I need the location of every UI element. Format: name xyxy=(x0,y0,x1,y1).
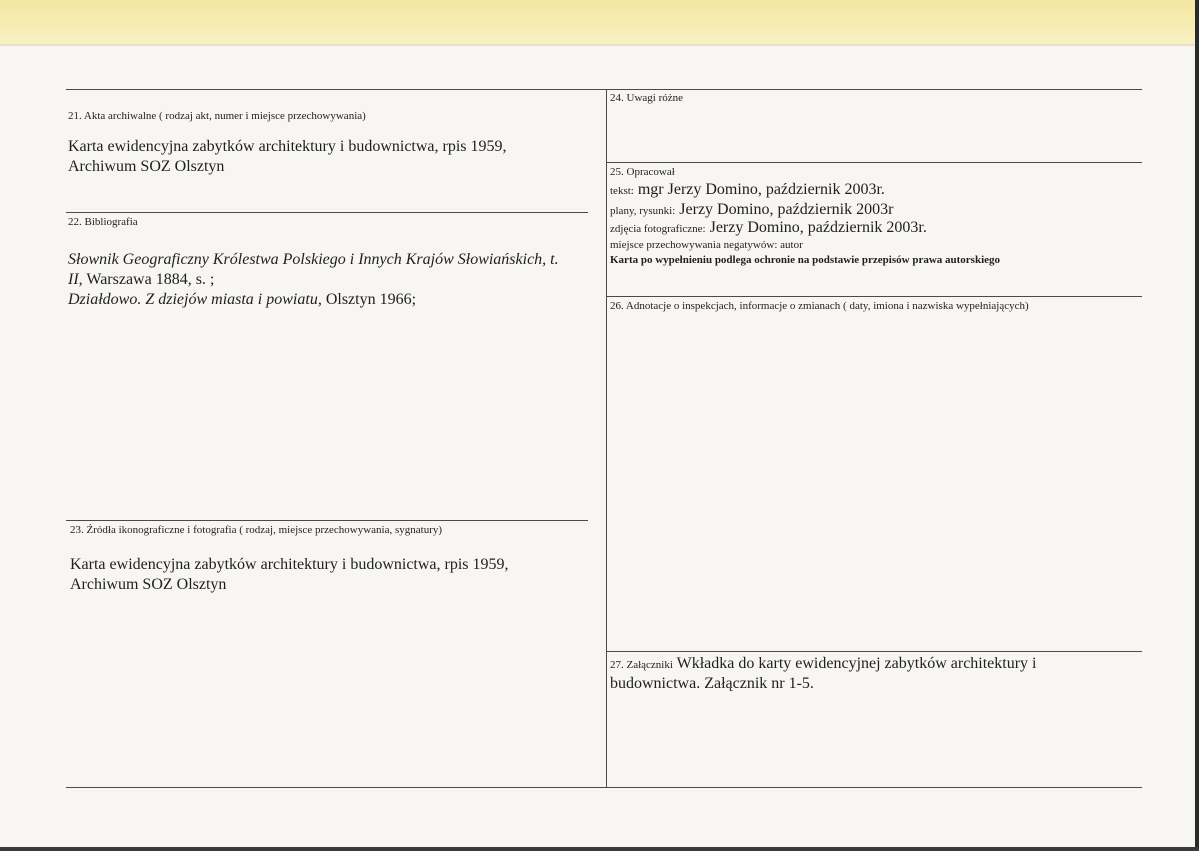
author-photos-row xyxy=(610,218,927,239)
section26-label: 26. Adnotacje o inspekcjach, informacje o zmianach ( daty, imiona i nazwiska wypełniających) xyxy=(610,300,1029,312)
section26-top-rule xyxy=(606,296,1142,297)
author-text-value: mgr Jerzy Domino, październik 2003r. xyxy=(633,181,885,198)
scan-right-edge xyxy=(1195,0,1199,851)
section22-top-rule xyxy=(66,212,588,213)
column-divider xyxy=(606,89,607,787)
section23-line2: Archiwum SOZ Olsztyn xyxy=(70,576,227,593)
section25-label: 25. Opracował xyxy=(610,166,675,178)
section21-label: 21. Akta archiwalne ( rodzaj akt, numer i miejsce przechowywania) xyxy=(68,110,366,122)
section25-top-rule xyxy=(606,162,1142,163)
author-plans-label: plany, rysunki: xyxy=(610,205,676,217)
section27-label: 27. Załączniki xyxy=(610,659,673,671)
section23-label: 23. Źródła ikonograficzne i fotografia ( rodzaj, miejsce przechowywania, sygnatury) xyxy=(70,524,443,536)
negatives-location: miejsce przechowywania negatywów: autor xyxy=(610,239,803,251)
author-plans-value: Jerzy Domino, październik 2003r xyxy=(675,201,894,218)
section24-label: 24. Uwagi różne xyxy=(610,92,684,104)
author-text-row xyxy=(610,180,885,201)
bibliography-entry1-volume: II, xyxy=(68,271,83,288)
author-photos-value: Jerzy Domino, październik 2003r. xyxy=(705,219,927,236)
bibliography-entry2 xyxy=(68,290,416,310)
scan-bottom-edge xyxy=(0,847,1199,851)
form-top-rule xyxy=(66,89,1142,90)
section27-row xyxy=(610,654,1037,675)
copyright-note: Karta po wypełnieniu podlega ochronie na podstawie przepisów prawa autorskiego xyxy=(610,254,1001,266)
author-photos-label: zdjęcia fotograficzne: xyxy=(610,223,706,235)
author-text-label: tekst: xyxy=(610,185,634,197)
section21-line1: Karta ewidencyjna zabytków architektury i budownictwa, rpis 1959, xyxy=(68,138,507,155)
bibliography-entry1-publisher: Warszawa 1884, s. ; xyxy=(82,271,215,288)
form-bottom-rule xyxy=(66,787,1142,788)
section21-line2: Archiwum SOZ Olsztyn xyxy=(68,158,225,175)
section22-label: 22. Bibliografia xyxy=(68,216,138,228)
section27-line1: Wkładka do karty ewidencyjnej zabytków architektury i xyxy=(672,655,1037,672)
section23-line1: Karta ewidencyjna zabytków architektury i budownictwa, rpis 1959, xyxy=(70,556,509,573)
section27-line2: budownictwa. Załącznik nr 1-5. xyxy=(610,675,814,692)
scan-top-band xyxy=(0,0,1199,44)
bibliography-entry1-title: Słownik Geograficzny Królestwa Polskiego i Innych Krajów Słowiańskich, t. xyxy=(68,251,559,268)
section23-top-rule xyxy=(66,520,588,521)
scan-top-band-edge xyxy=(0,44,1199,46)
bibliography-entry2-title: Działdowo. Z dziejów miasta i powiatu, xyxy=(68,291,322,308)
bibliography-entry2-publisher: Olsztyn 1966; xyxy=(321,291,417,308)
bibliography-entry1-cont xyxy=(68,270,214,290)
section27-top-rule xyxy=(606,651,1142,652)
